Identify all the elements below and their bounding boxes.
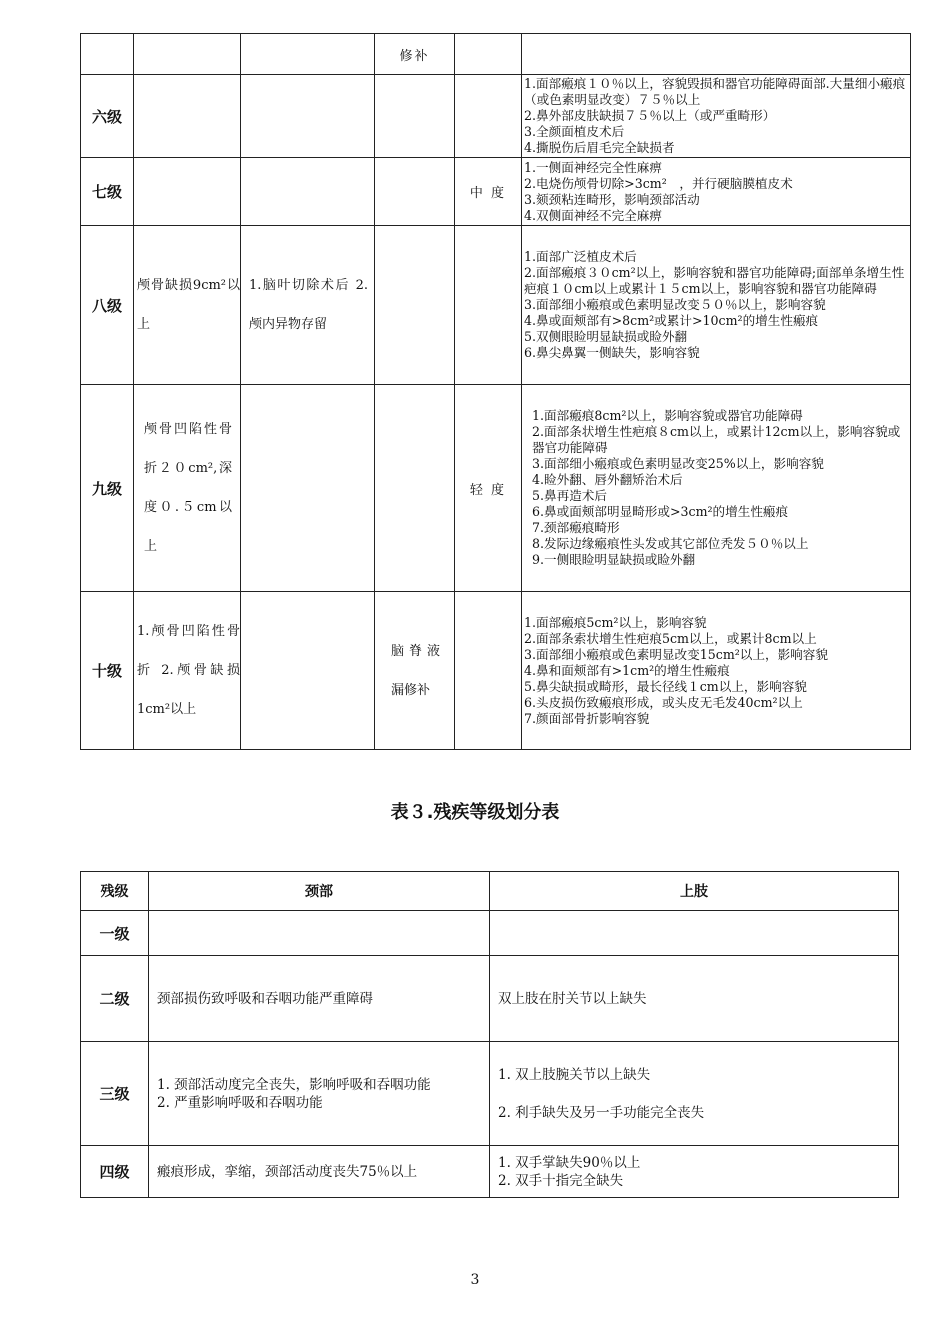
table-row: [81, 385, 911, 592]
list-item: 2. 利手缺失及另一手功能完全丧失: [498, 1104, 705, 1121]
list-item: 颈部损伤致呼吸和吞咽功能严重障碍: [157, 990, 373, 1007]
skull-cell: 颅骨凹陷性骨折２０cm²,深度０.５cm以上: [134, 385, 241, 592]
neck-cell: [149, 956, 490, 1042]
grade-label: 三级: [81, 1042, 149, 1146]
criteria-list: [522, 226, 911, 385]
table-caption: 表３.残疾等级划分表: [390, 802, 560, 823]
severity-label: 轻 度: [455, 385, 522, 592]
upper-limb-cell: [490, 1146, 899, 1198]
list-item: 2.电烧伤颅骨切除>3cm² ，并行硬脑膜植皮术: [524, 175, 793, 191]
list-item: 4.撕脱伤后眉毛完全缺损者: [524, 140, 675, 155]
table-row: [81, 1042, 899, 1146]
list-item: 1.面部瘢痕5cm²以上，影响容貌: [524, 614, 707, 630]
list-item: 3.面部细小瘢痕或色素明显改变５０％以上，影响容貌: [524, 297, 826, 312]
table-row: [81, 592, 911, 750]
table-row: [81, 226, 911, 385]
table-row: [81, 75, 911, 158]
list-item: 9.一侧眼睑明显缺损或睑外翻: [532, 552, 696, 567]
grade-label: 八级: [81, 226, 134, 385]
severity-label: 中 度: [455, 158, 522, 226]
column-header: 颈部: [149, 872, 490, 911]
disability-grade-table: [80, 871, 899, 1198]
criteria-list: [522, 385, 911, 592]
list-item: 5.双侧眼睑明显缺损或睑外翻: [524, 329, 688, 344]
grade-label: 二级: [81, 956, 149, 1042]
list-item: 3.颏颈粘连畸形，影响颈部活动: [524, 191, 700, 207]
list-item: 2.鼻外部皮肤缺损７５％以上（或严重畸形）: [524, 108, 776, 123]
table-row: [81, 158, 911, 226]
grade-label: 四级: [81, 1146, 149, 1198]
list-item: 双上肢在肘关节以上缺失: [498, 990, 647, 1007]
list-item: 4.睑外翻、唇外翻矫治术后: [532, 472, 683, 487]
list-item: 4.鼻或面颊部有>8cm²或累计>10cm²的增生性瘢痕: [524, 313, 819, 328]
grade-label: 十级: [81, 592, 134, 750]
criteria-list: [522, 592, 911, 750]
criteria-list: [522, 158, 911, 226]
csf-leak-cell: 脑脊液漏修补: [375, 592, 455, 750]
grade-label: 九级: [81, 385, 134, 592]
list-item: 3.面部细小瘢痕或色素明显改变15cm²以上，影响容貌: [524, 646, 828, 662]
upper-limb-cell: [490, 1042, 899, 1146]
list-item: 2.面部条索状增生性疤痕5cm以上，或累计8cm以上: [524, 630, 817, 646]
list-item: 2.面部条状增生性疤痕８cm以上，或累计12cm以上，影响容貌或器官功能障碍: [532, 424, 901, 455]
list-item: 3.全颜面植皮术后: [524, 124, 625, 139]
table-row: [81, 1146, 899, 1198]
list-item: 6.鼻或面颊部明显畸形或>3cm²的增生性瘢痕: [532, 504, 789, 519]
skull-cell: 颅骨缺损9cm²以上: [134, 226, 241, 385]
skull-cell: 1.颅骨凹陷性骨折 2.颅骨缺损1cm²以上: [134, 592, 241, 750]
table-row: [81, 34, 911, 75]
grade-label: 一级: [81, 911, 149, 956]
table-row: [81, 956, 899, 1042]
list-item: 1.面部瘢痕8cm²以上，影响容貌或器官功能障碍: [532, 408, 803, 423]
list-item: 5.鼻尖缺损或畸形，最长径线１cm以上，影响容貌: [524, 678, 807, 694]
upper-limb-cell: [490, 956, 899, 1042]
list-item: 1. 双手掌缺失90％以上: [498, 1154, 641, 1171]
list-item: 7.颈部瘢痕畸形: [532, 520, 620, 535]
list-item: 2.面部瘢痕３０cm²以上，影响容貌和器官功能障碍;面部单条增生性疤痕１０cm以上或累计１５cm以上，影响容貌和器官功能障碍: [524, 265, 905, 296]
column-header: 残级: [81, 872, 149, 911]
list-item: 7.颜面部骨折影响容貌: [524, 710, 650, 726]
neck-cell: [149, 1146, 490, 1198]
list-item: 2. 严重影响呼吸和吞咽功能: [157, 1094, 323, 1111]
brain-cell: 1.脑叶切除术后 2.颅内异物存留: [241, 226, 375, 385]
list-item: 1. 颈部活动度完全丧失，影响呼吸和吞咽功能: [157, 1076, 431, 1093]
list-item: 1.面部广泛植皮术后: [524, 249, 637, 264]
list-item: 1.面部瘢痕１０％以上，容貌毁损和器官功能障碍面部.大量细小瘢痕（或色素明显改变）７５％以上: [524, 76, 906, 107]
table-row: [81, 911, 899, 956]
list-item: 瘢痕形成，挛缩，颈部活动度丧失75％以上: [157, 1163, 418, 1180]
table-header-row: [81, 872, 899, 911]
repair-cell: 修补: [375, 34, 455, 75]
page-number: 3: [470, 1272, 480, 1288]
list-item: 5.鼻再造术后: [532, 488, 607, 503]
list-item: 8.发际边缘瘢痕性头发或其它部位秃发５０％以上: [532, 536, 809, 551]
column-header: 上肢: [490, 872, 899, 911]
grade-label: 七级: [81, 158, 134, 226]
injury-grade-table: [80, 33, 911, 750]
list-item: 4.鼻和面颊部有>1cm²的增生性瘢痕: [524, 662, 730, 678]
criteria-list: [522, 75, 911, 158]
list-item: 4.双侧面神经不完全麻痹: [524, 207, 662, 223]
list-item: 1. 双上肢腕关节以上缺失: [498, 1066, 651, 1083]
list-item: 6.鼻尖鼻翼一侧缺失，影响容貌: [524, 345, 700, 360]
grade-label: 六级: [81, 75, 134, 158]
list-item: 6.头皮损伤致瘢痕形成，或头皮无毛发40cm²以上: [524, 694, 803, 710]
list-item: 3.面部细小瘢痕或色素明显改变25%以上，影响容貌: [532, 456, 824, 471]
neck-cell: [149, 1042, 490, 1146]
list-item: 2. 双手十指完全缺失: [498, 1172, 624, 1189]
list-item: 1.一侧面神经完全性麻痹: [524, 159, 662, 175]
